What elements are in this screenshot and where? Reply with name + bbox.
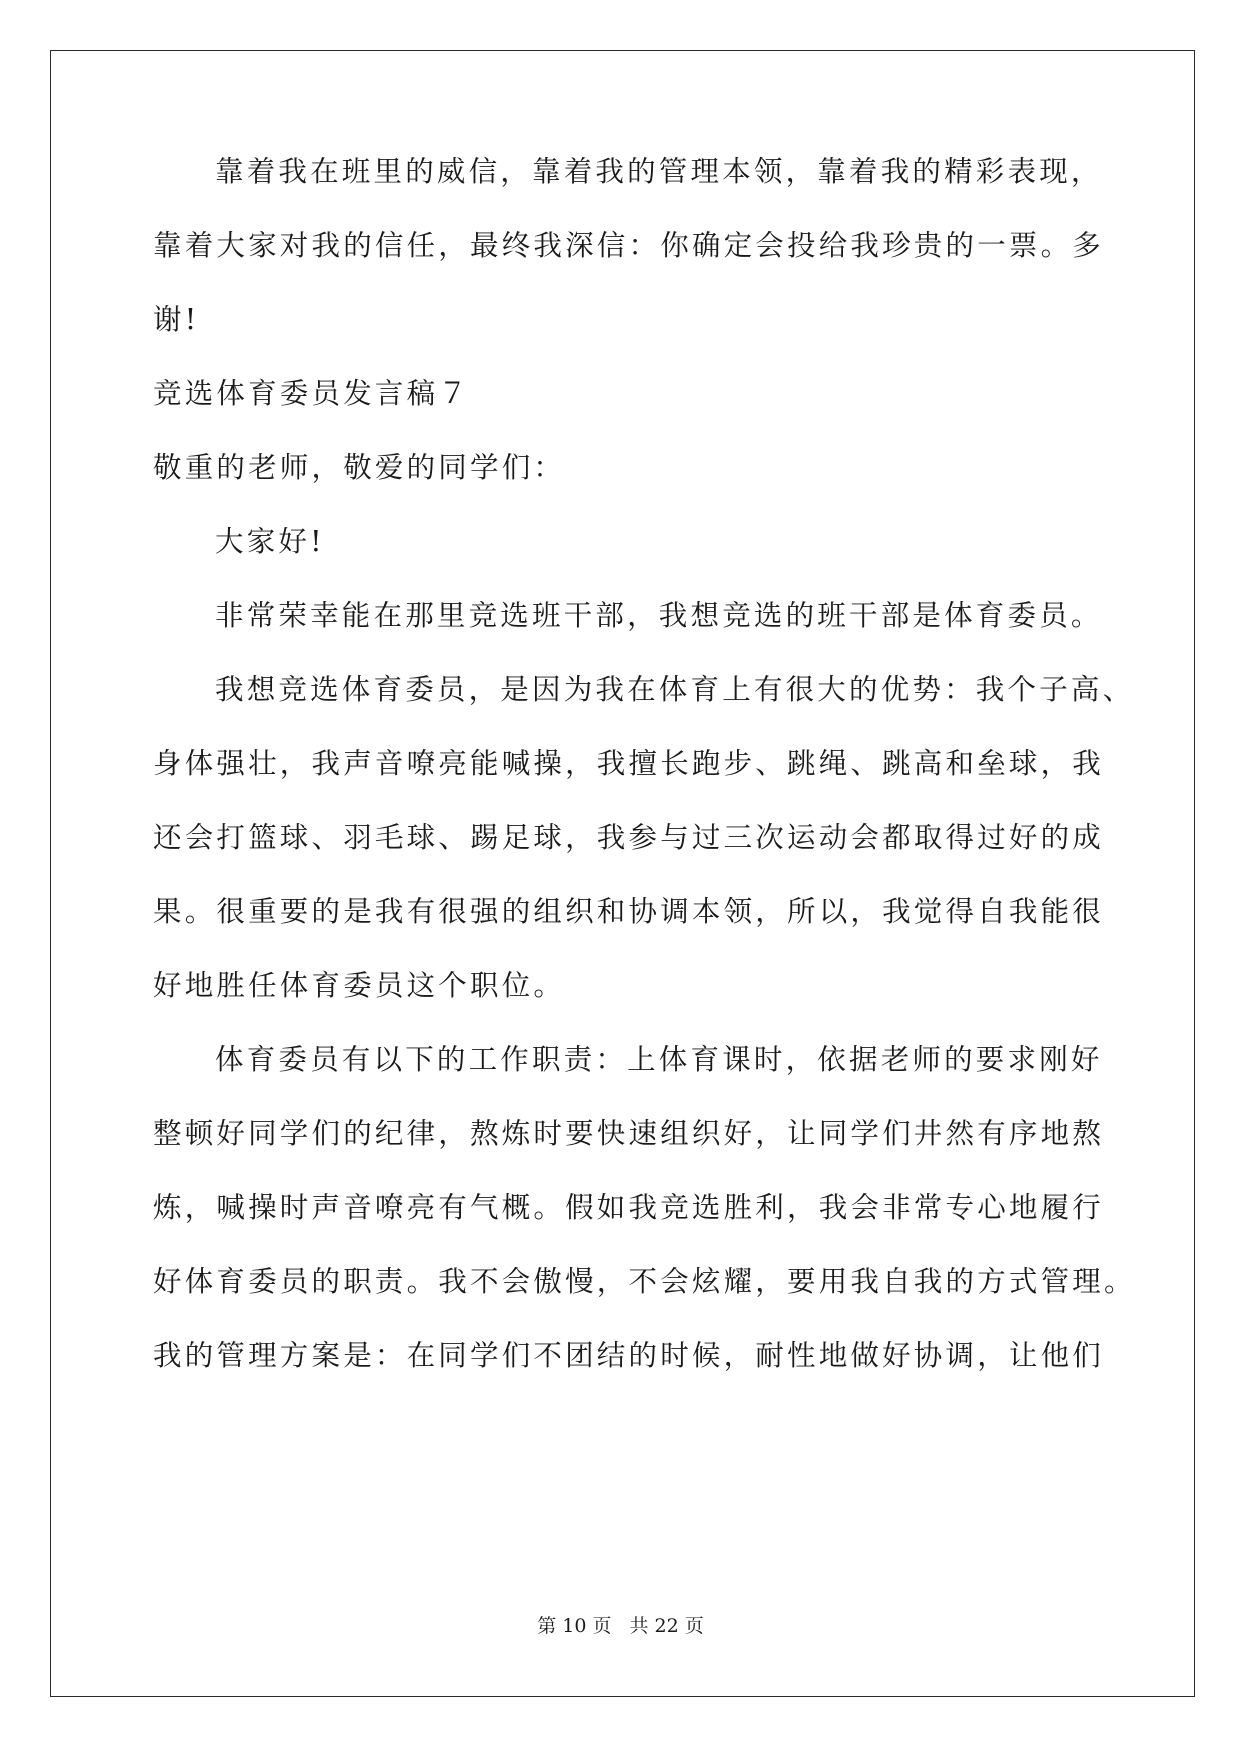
page-footer	[0, 1614, 1241, 1638]
total-pages-label: 共 22 页	[629, 1615, 704, 1637]
paragraph-line: 非常荣幸能在那里竞选班干部，我想竞选的班干部是体育委员。	[215, 599, 1103, 632]
paragraph-line: 靠着大家对我的信任，最终我深信：你确定会投给我珍贵的一票。多	[153, 229, 1105, 262]
paragraph-line: 身体强壮，我声音嘹亮能喊操，我擅长跑步、跳绳、跳高和垒球，我	[153, 747, 1105, 780]
paragraph-line: 我的管理方案是：在同学们不团结的时候，耐性地做好协调，让他们	[153, 1339, 1105, 1372]
paragraph-line: 果。很重要的是我有很强的组织和协调本领，所以，我觉得自我能很	[153, 895, 1105, 928]
section-heading: 竞选体育委员发言稿７	[153, 377, 471, 410]
page-border	[50, 50, 1195, 1697]
paragraph-line: 谢!	[153, 303, 200, 336]
paragraph-line: 还会打篮球、羽毛球、踢足球，我参与过三次运动会都取得过好的成	[153, 821, 1105, 854]
paragraph-line: 好体育委员的职责。我不会傲慢，不会炫耀，要用我自我的方式管理。	[153, 1265, 1136, 1298]
salutation: 敬重的老师，敬爱的同学们：	[153, 451, 566, 484]
paragraph-line: 好地胜任体育委员这个职位。	[153, 969, 566, 1002]
paragraph-line: 炼，喊操时声音嘹亮有气概。假如我竞选胜利，我会非常专心地履行	[153, 1191, 1105, 1224]
greeting: 大家好!	[215, 525, 325, 558]
paragraph-line: 整顿好同学们的纪律，熬炼时要快速组织好，让同学们井然有序地熬	[153, 1117, 1105, 1150]
paragraph-line: 靠着我在班里的威信，靠着我的管理本领，靠着我的精彩表现，	[215, 155, 1103, 188]
paragraph-line: 我想竞选体育委员，是因为我在体育上有很大的优势：我个子高、	[215, 673, 1135, 706]
paragraph-line: 体育委员有以下的工作职责：上体育课时，依据老师的要求刚好	[215, 1043, 1103, 1076]
current-page-label: 第 10 页	[537, 1615, 612, 1637]
